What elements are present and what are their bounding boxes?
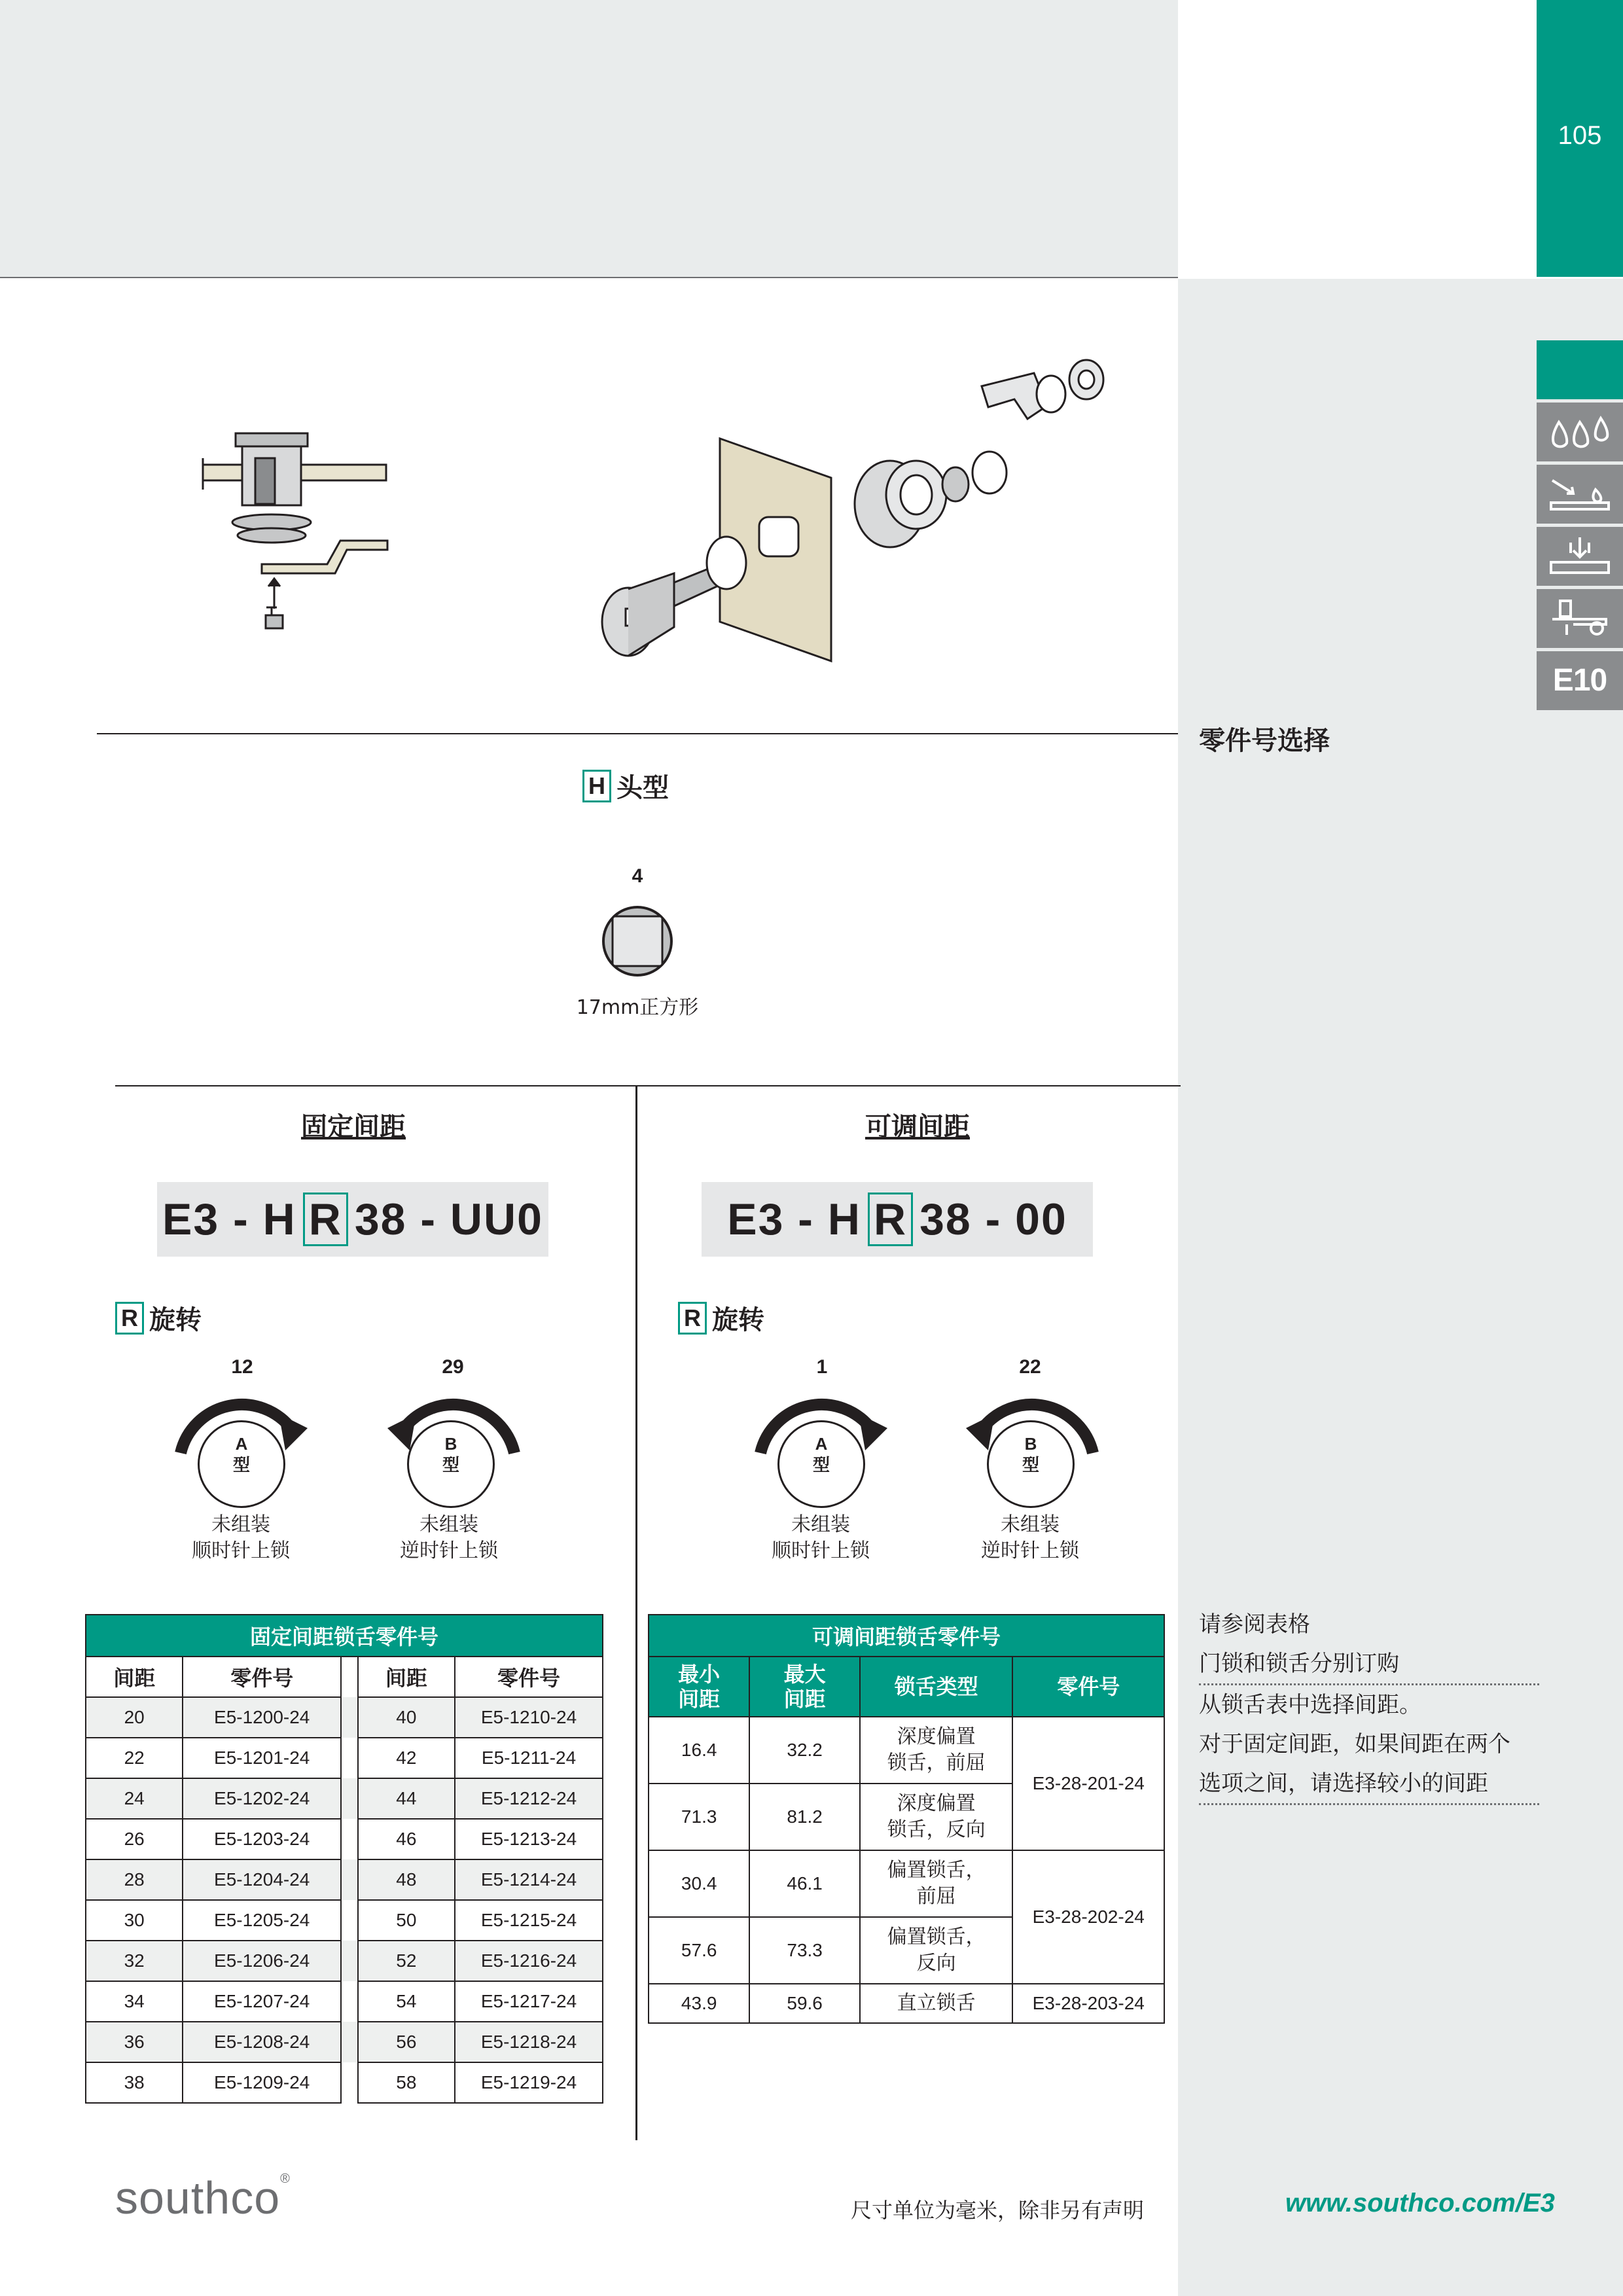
adjustable-part-code — [702, 1182, 1093, 1257]
table-cell: 71.3 — [649, 1784, 749, 1850]
fixed-rotation-heading — [115, 1299, 202, 1336]
category-tab-e10[interactable] — [1537, 651, 1623, 710]
table-cell: E5-1207-24 — [183, 1981, 341, 2022]
type-letter: A — [815, 1434, 828, 1454]
adjustable-title: 可调间距 — [865, 1112, 970, 1142]
adj-code-prefix: E3 - H — [727, 1194, 861, 1244]
table-gap — [341, 1981, 358, 2022]
category-tab-install[interactable] — [1537, 465, 1623, 524]
note-line: 选项之间，请选择较小的间距 — [1199, 1764, 1539, 1805]
latch-type-line: 锁舌，前屈 — [887, 1751, 986, 1774]
table-cell: 26 — [86, 1819, 183, 1859]
table-row — [86, 1981, 603, 2022]
col-header: 间距 — [86, 1657, 183, 1697]
adj-opt1-caption — [736, 1512, 906, 1564]
table-cell: 56 — [358, 2022, 455, 2062]
table-cell: 50 — [358, 1900, 455, 1941]
adj-rotation-letter: R — [678, 1302, 707, 1335]
category-tab-sealing[interactable] — [1537, 403, 1623, 461]
fixed-opt2-caption — [364, 1512, 534, 1564]
head-type-heading — [582, 767, 669, 804]
type-word: 型 — [812, 1455, 830, 1475]
head-option-label: 17mm正方形 — [576, 996, 699, 1019]
table-cell: 46 — [358, 1819, 455, 1859]
note-line: 对于固定间距，如果间距在两个 — [1199, 1731, 1510, 1757]
table-row — [86, 2062, 603, 2103]
fixed-code-rotation: R — [303, 1193, 348, 1246]
adj-rotation-title: 旋转 — [712, 1305, 764, 1335]
latch-type-line: 直立锁舌 — [897, 1992, 976, 2015]
table-gap — [341, 1859, 358, 1900]
latch-type-line: 深度偏置 — [897, 1725, 976, 1748]
table-row — [86, 1941, 603, 1981]
table-cell: 43.9 — [649, 1984, 749, 2023]
registered-mark: ® — [280, 2172, 291, 2186]
table-cell: E5-1205-24 — [183, 1900, 341, 1941]
header-band — [0, 0, 1178, 278]
category-tab-press[interactable] — [1537, 527, 1623, 586]
brand-logo — [115, 2172, 291, 2224]
latch-type-line: 深度偏置 — [897, 1792, 976, 1815]
header-line: 间距 — [678, 1687, 721, 1712]
page-number: 105 — [1558, 121, 1602, 150]
adj-table-body — [649, 1717, 1164, 2023]
table-row — [86, 1738, 603, 1778]
adj-opt2-type — [987, 1433, 1075, 1475]
table-gap — [341, 1657, 358, 1697]
install-arrow-icon — [1547, 471, 1613, 517]
adj-table-header-row — [649, 1657, 1164, 1717]
header-line: 间距 — [783, 1687, 826, 1712]
table-cell: E5-1200-24 — [183, 1697, 341, 1738]
table-cell: E5-1211-24 — [455, 1738, 603, 1778]
table-row — [86, 1697, 603, 1738]
type-word: 型 — [232, 1455, 250, 1475]
fixed-part-code — [157, 1182, 548, 1257]
table-gap — [341, 1819, 358, 1859]
head-type-letter: H — [582, 770, 611, 802]
table-cell: E5-1219-24 — [455, 2062, 603, 2103]
table-cell: 36 — [86, 2022, 183, 2062]
side-title: 零件号选择 — [1199, 726, 1330, 756]
part-number-cell: E3-28-203-24 — [1012, 1984, 1164, 2023]
caption-line1: 未组装 — [791, 1513, 850, 1536]
latch-type-line: 反向 — [916, 1952, 956, 1975]
square-head-icon[interactable] — [601, 905, 674, 978]
website-link[interactable]: www.southco.com/E3 — [1285, 2189, 1555, 2217]
table-cell: E5-1215-24 — [455, 1900, 603, 1941]
table-cell: 32 — [86, 1941, 183, 1981]
type-word: 型 — [442, 1455, 459, 1475]
table-cell: E5-1201-24 — [183, 1738, 341, 1778]
table-cell: 59.6 — [749, 1984, 860, 2023]
caption-line1: 未组装 — [419, 1513, 478, 1536]
table-cell: E5-1202-24 — [183, 1778, 341, 1819]
caption-line2: 顺时针上锁 — [772, 1539, 870, 1562]
table-cell: 24 — [86, 1778, 183, 1819]
header-line: 锁舌类型 — [894, 1674, 978, 1699]
assembly-diagram — [190, 419, 412, 635]
table-cell: E5-1209-24 — [183, 2062, 341, 2103]
table-cell: E5-1214-24 — [455, 1859, 603, 1900]
table-cell: E5-1206-24 — [183, 1941, 341, 1981]
adj-opt2-caption — [945, 1512, 1115, 1564]
exploded-view-diagram — [589, 347, 1113, 674]
table-row — [86, 2022, 603, 2062]
table-cell: 57.6 — [649, 1917, 749, 1984]
col-header — [749, 1657, 860, 1717]
table-cell: 48 — [358, 1859, 455, 1900]
fixed-table-body — [86, 1697, 603, 2103]
fixed-opt1-type — [198, 1433, 285, 1475]
adj-opt1-type — [777, 1433, 865, 1475]
table-cell: 52 — [358, 1941, 455, 1981]
table-gap — [341, 1900, 358, 1941]
adj-code-rotation: R — [868, 1193, 913, 1246]
table-cell: 81.2 — [749, 1784, 860, 1850]
section-divider — [97, 733, 1178, 734]
fixed-rotation-letter: R — [115, 1302, 144, 1335]
fixed-opt1-caption — [156, 1512, 326, 1564]
table-row — [649, 1984, 1164, 2023]
table-row — [86, 1819, 603, 1859]
caption-line1: 未组装 — [211, 1513, 270, 1536]
head-option-code: 4 — [632, 865, 643, 887]
type-letter: B — [444, 1434, 457, 1454]
table-cell: 16.4 — [649, 1717, 749, 1784]
table-cell: E5-1213-24 — [455, 1819, 603, 1859]
latch-type-line: 锁舌，反向 — [887, 1818, 986, 1841]
adjustable-latch-table — [648, 1614, 1165, 2024]
table-row — [649, 1717, 1164, 1784]
table-cell: E5-1217-24 — [455, 1981, 603, 2022]
fixed-code-suffix: 38 - UU0 — [354, 1194, 543, 1244]
fixed-title: 固定间距 — [301, 1112, 406, 1142]
table-gap — [341, 1941, 358, 1981]
brand-name: southco — [115, 2172, 281, 2223]
table-gap — [341, 1738, 358, 1778]
section-tag: E10 — [1552, 663, 1607, 698]
col-header — [1012, 1657, 1164, 1717]
table-cell: E5-1212-24 — [455, 1778, 603, 1819]
column-divider — [635, 1085, 637, 2140]
table-cell: 32.2 — [749, 1717, 860, 1784]
table-cell: 20 — [86, 1697, 183, 1738]
category-tab-latch[interactable] — [1537, 589, 1623, 648]
fixed-code-prefix: E3 - H — [162, 1194, 296, 1244]
type-word: 型 — [1022, 1455, 1039, 1475]
caption-line2: 顺时针上锁 — [192, 1539, 290, 1562]
table-cell: E5-1210-24 — [455, 1697, 603, 1738]
press-down-icon — [1547, 533, 1613, 579]
caption-line2: 逆时针上锁 — [981, 1539, 1079, 1562]
note-line: 请参阅表格 — [1199, 1611, 1310, 1638]
table-cell: 54 — [358, 1981, 455, 2022]
col-header — [649, 1657, 749, 1717]
table-cell: E5-1204-24 — [183, 1859, 341, 1900]
table-gap — [341, 2062, 358, 2103]
table-cell: 46.1 — [749, 1850, 860, 1917]
header-line: 零件号 — [1057, 1674, 1120, 1699]
col-header: 零件号 — [183, 1657, 341, 1697]
fixed-opt1-code: 12 — [231, 1356, 253, 1378]
header-line: 最大 — [783, 1662, 826, 1687]
table-cell: 28 — [86, 1859, 183, 1900]
latch-type-cell — [860, 1850, 1013, 1917]
options-divider — [115, 1085, 1181, 1086]
latch-type-cell — [860, 1784, 1013, 1850]
adj-rotation-heading — [678, 1299, 764, 1336]
part-number-cell: E3-28-202-24 — [1012, 1850, 1164, 1984]
table-cell: E5-1203-24 — [183, 1819, 341, 1859]
table-row — [86, 1900, 603, 1941]
note-line: 门锁和锁舌分别订购 — [1199, 1644, 1539, 1685]
table-cell: E5-1208-24 — [183, 2022, 341, 2062]
head-type-title: 头型 — [616, 773, 669, 803]
table-gap — [341, 2022, 358, 2062]
table-cell: 38 — [86, 2062, 183, 2103]
col-header: 间距 — [358, 1657, 455, 1697]
cam-latch-icon — [1547, 596, 1613, 641]
table-gap — [341, 1778, 358, 1819]
table-cell: 30 — [86, 1900, 183, 1941]
table-cell: E5-1218-24 — [455, 2022, 603, 2062]
latch-type-line: 偏置锁舌， — [887, 1859, 986, 1882]
latch-type-cell — [860, 1984, 1013, 2023]
adj-table-title: 可调间距锁舌零件号 — [649, 1615, 1164, 1657]
type-letter: B — [1024, 1434, 1037, 1454]
adj-code-suffix: 38 - 00 — [919, 1194, 1067, 1244]
fixed-rotation-title: 旋转 — [149, 1305, 202, 1335]
col-header: 零件号 — [455, 1657, 603, 1697]
fixed-table-title: 固定间距锁舌零件号 — [86, 1615, 603, 1657]
table-row — [86, 1778, 603, 1819]
table-cell: 58 — [358, 2062, 455, 2103]
table-cell: E5-1216-24 — [455, 1941, 603, 1981]
table-cell: 44 — [358, 1778, 455, 1819]
part-number-cell: E3-28-201-24 — [1012, 1717, 1164, 1850]
category-tab-active[interactable] — [1537, 340, 1623, 399]
latch-type-line: 前屈 — [916, 1885, 956, 1908]
latch-type-cell — [860, 1917, 1013, 1984]
fixed-latch-table — [85, 1614, 603, 2104]
units-note: 尺寸单位为毫米，除非另有声明 — [851, 2198, 1145, 2223]
table-gap — [341, 1697, 358, 1738]
adj-opt1-code: 1 — [816, 1356, 828, 1378]
fixed-opt2-type — [407, 1433, 495, 1475]
latch-type-line: 偏置锁舌， — [887, 1926, 986, 1948]
caption-line2: 逆时针上锁 — [400, 1539, 498, 1562]
table-row — [649, 1850, 1164, 1917]
note-line: 从锁舌表中选择间距。 — [1199, 1692, 1421, 1718]
table-cell: 42 — [358, 1738, 455, 1778]
fixed-opt2-code: 29 — [442, 1356, 464, 1378]
table-cell: 34 — [86, 1981, 183, 2022]
header-line: 最小 — [678, 1662, 721, 1687]
table-cell: 30.4 — [649, 1850, 749, 1917]
col-header — [860, 1657, 1013, 1717]
caption-line1: 未组装 — [1001, 1513, 1060, 1536]
table-cell: 40 — [358, 1697, 455, 1738]
notes-block — [1199, 1605, 1539, 1805]
table-row — [86, 1859, 603, 1900]
type-letter: A — [235, 1434, 248, 1454]
water-drops-icon — [1547, 409, 1613, 455]
adj-opt2-code: 22 — [1019, 1356, 1041, 1378]
table-cell: 73.3 — [749, 1917, 860, 1984]
table-cell: 22 — [86, 1738, 183, 1778]
latch-type-cell — [860, 1717, 1013, 1784]
